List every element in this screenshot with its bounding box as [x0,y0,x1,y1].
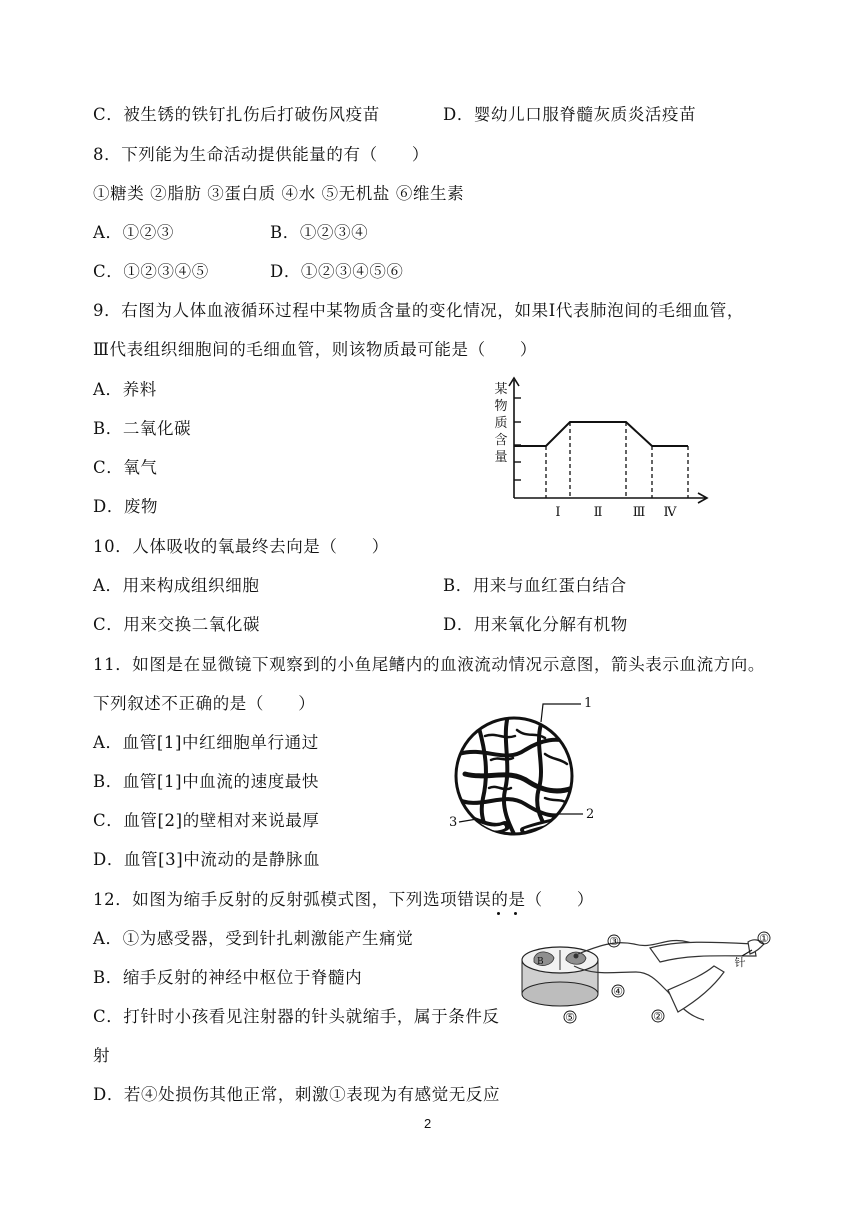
q9-xtick-1: Ⅰ [555,505,561,520]
q12-label-2: ② [653,1010,663,1023]
q8-option-d: D．①②③④⑤⑥ [270,262,404,281]
q8-items: ①糖类 ②脂肪 ③蛋白质 ④水 ⑤无机盐 ⑥维生素 [93,184,465,203]
q12-emphasis-dot-1 [497,912,500,915]
q12-label-1: ① [759,932,769,945]
q9-ylabel-char-1: 某 [494,382,508,397]
page-number: 2 [424,1116,432,1131]
q9-xtick-3: Ⅲ [632,505,646,520]
q12-option-d: D．若④处损伤其他正常，刺激①表现为有感觉无反应 [93,1085,501,1104]
q9-substance-level-figure [490,376,715,524]
q11-label-3: 3 [449,815,458,830]
q8-option-c: C．①②③④⑤ [93,262,209,281]
q9-option-b: B．二氧化碳 [93,419,192,438]
q12-option-a: A．①为感受器，受到针扎刺激能产生痛觉 [93,929,414,948]
q9-ylabel-char-2: 物 [494,399,508,414]
q9-xtick-2: Ⅱ [593,505,603,520]
q12-emphasis-dot-2 [514,912,517,915]
q8-option-a: A．①②③ [93,223,174,242]
q9-stem-line2: Ⅲ代表组织细胞间的毛细血管，则该物质最可能是（ ） [93,340,538,359]
q11-option-c: C．血管[2]的壁相对来说最厚 [93,811,320,830]
q9-dashed-dividers [546,422,688,498]
q12-cross-section-letter: B [537,957,544,967]
q8-option-b: B．①②③④ [270,223,369,242]
q12-needle-label: 针 [734,956,746,969]
q10-option-d: D．用来氧化分解有机物 [443,615,628,634]
q9-xtick-4: Ⅳ [663,505,677,520]
q11-label-1: 1 [584,696,593,711]
q11-option-d: D．血管[3]中流动的是静脉血 [93,850,321,869]
q11-label-2: 2 [586,807,595,822]
q9-ylabel-char-3: 质 [494,416,508,431]
q9-option-a: A．养料 [93,380,157,399]
q12-label-5: ⑤ [565,1011,575,1024]
q11-fish-tail-blood-vessel-figure [445,694,605,846]
q12-label-4: ④ [613,985,623,998]
q12-label-3: ③ [609,935,619,948]
q10-stem: 10．人体吸收的氧最终去向是（ ） [93,537,389,556]
q9-y-ticks [514,398,521,480]
q9-option-d: D．废物 [93,497,159,516]
q12-option-b: B．缩手反射的神经中枢位于脊髓内 [93,968,363,987]
q11-stem-line2: 下列叙述不正确的是（ ） [93,694,316,713]
q11-stem-line1: 11．如图是在显微镜下观察到的小鱼尾鳍内的血液流动情况示意图，箭头表示血流方向。 [93,655,765,674]
q9-level-curve [514,422,688,446]
q12-option-c-line1: C．打针时小孩看见注射器的针头就缩手，属于条件反 [93,1007,500,1026]
q12-stem: 12．如图为缩手反射的反射弧模式图，下列选项错误的是（ ） [93,890,594,909]
q12-arm-lower [668,966,724,1012]
q7-option-d: D．婴幼儿口服脊髓灰质炎活疫苗 [443,105,697,124]
q11-option-a: A．血管[1]中红细胞单行通过 [93,733,319,752]
q9-ylabel-char-4: 含 [494,433,508,448]
q12-reflex-arc-figure [518,920,774,1032]
q10-option-b: B．用来与血红蛋白结合 [443,576,627,595]
q10-option-a: A．用来构成组织细胞 [93,576,260,595]
q7-option-c: C．被生锈的铁钉扎伤后打破伤风疫苗 [93,105,380,124]
q9-option-c: C．氧气 [93,458,158,477]
q8-stem: 8．下列能为生命活动提供能量的有（ ） [93,145,429,164]
q12-option-c-line2: 射 [93,1046,111,1065]
q9-ylabel-char-5: 量 [494,450,508,465]
q9-stem-line1: 9．右图为人体血液循环过程中某物质含量的变化情况，如果Ⅰ代表肺泡间的毛细血管， [93,301,744,320]
q11-option-b: B．血管[1]中血流的速度最快 [93,772,319,791]
q10-option-c: C．用来交换二氧化碳 [93,615,261,634]
q12-spinal-cord-section [522,947,598,1006]
